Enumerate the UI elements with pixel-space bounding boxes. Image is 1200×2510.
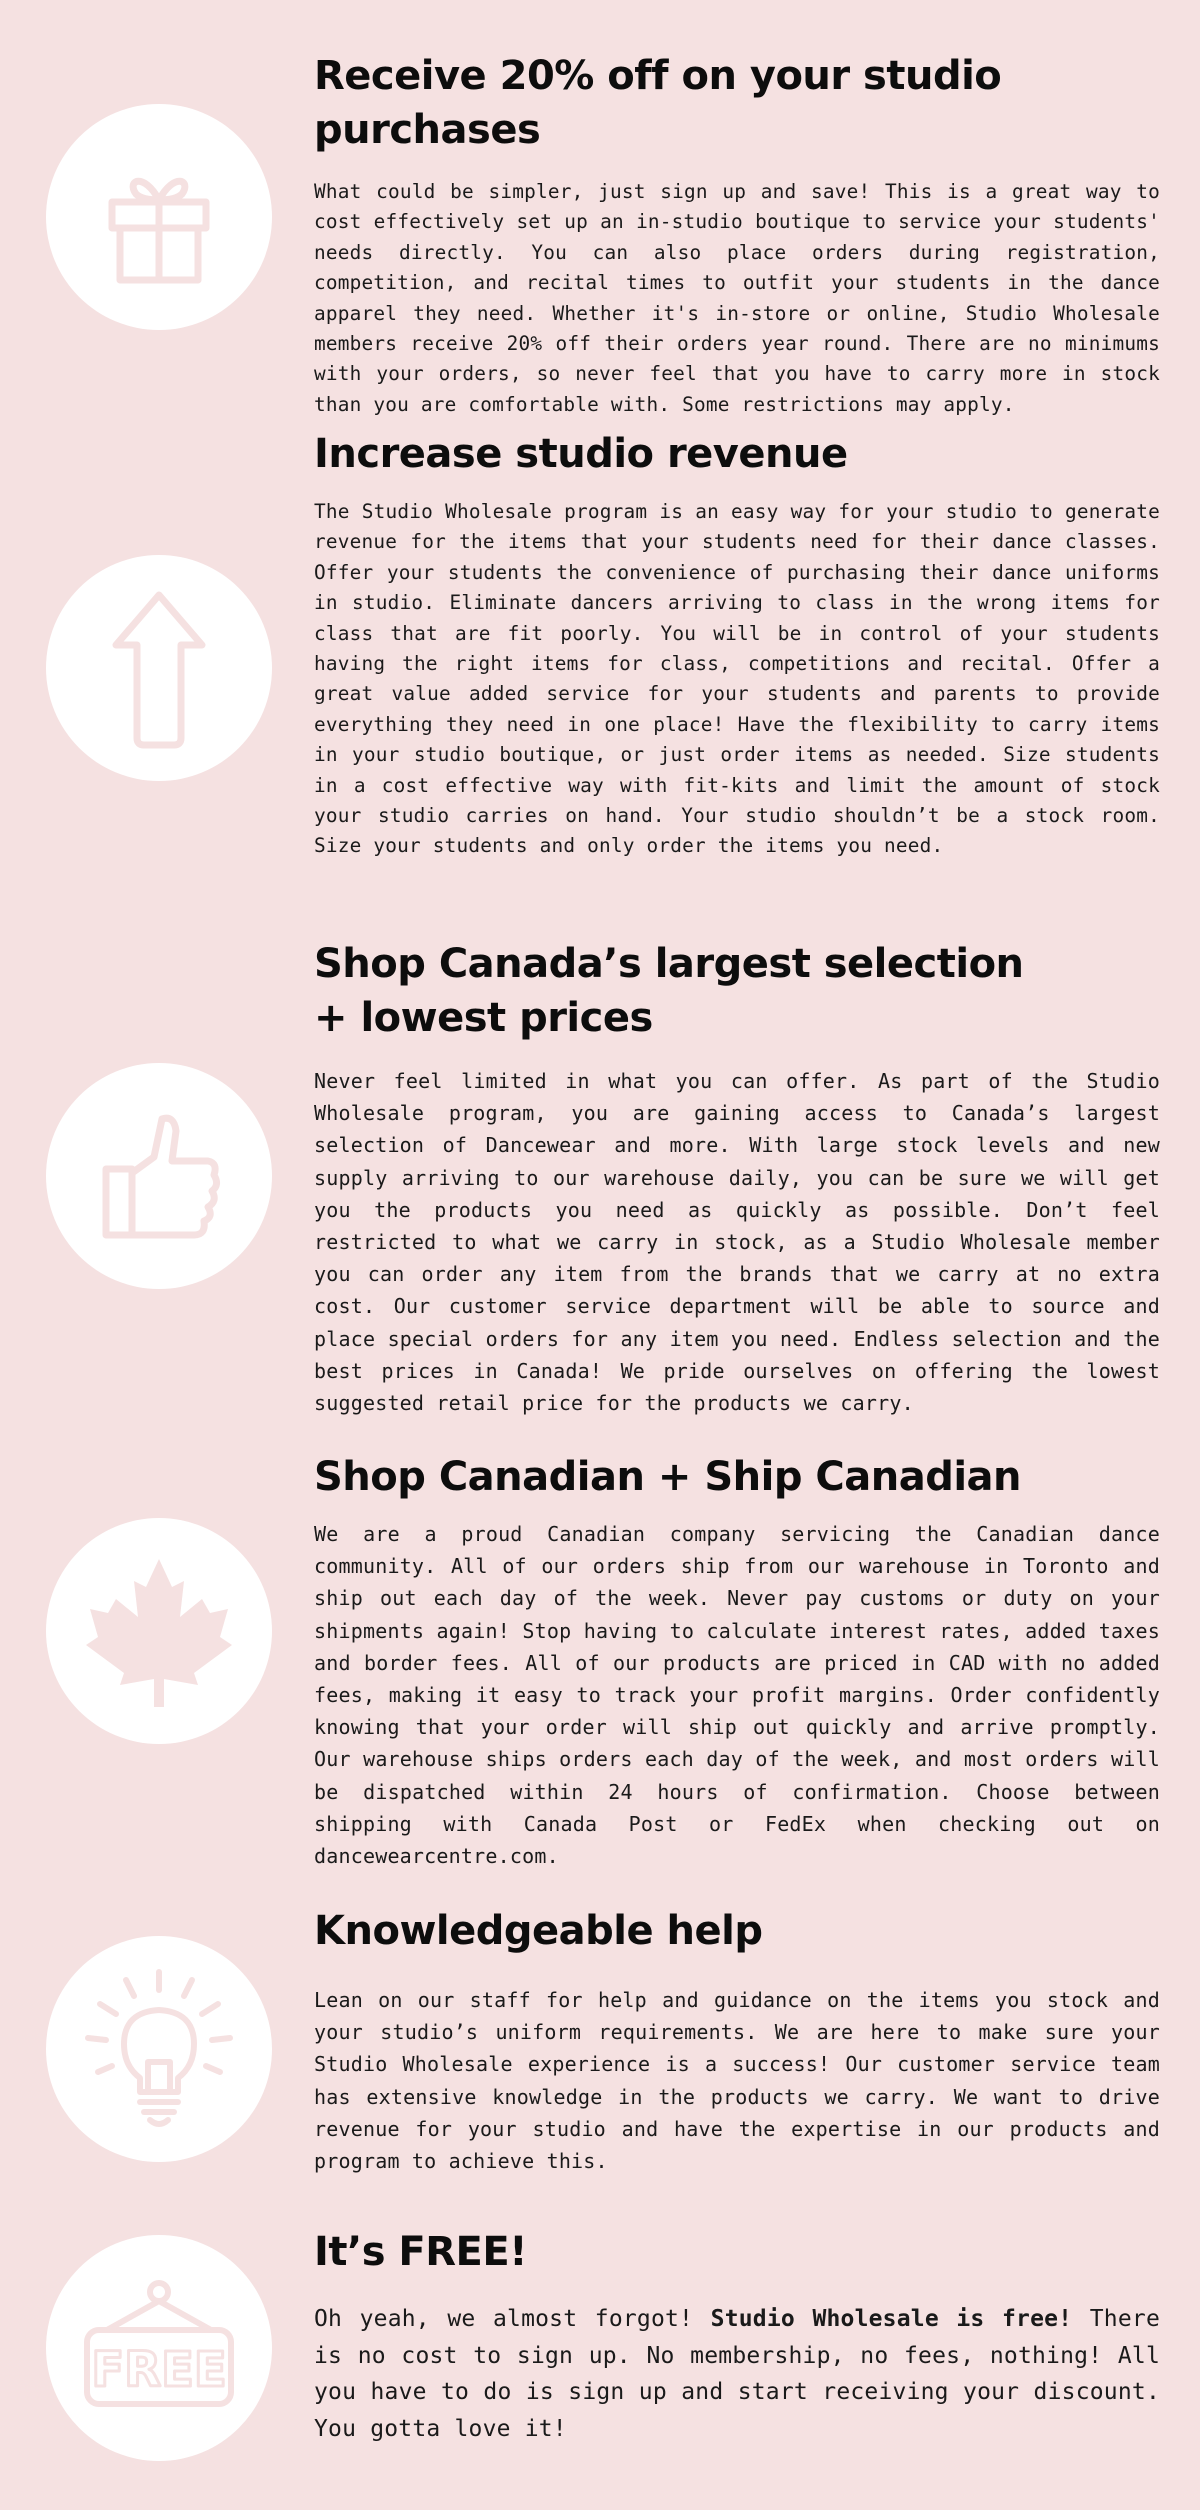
body-text-continued: There is no cost to sign up. No membership, no fees, nothing! All you have to do is sign up and start receiving your discount. You gotta love it! xyxy=(314,2306,1160,2442)
section-body: Lean on our staff for help and guidance on the items you stock and your studio’s uniform requirements. We are here to make sure your Studio Wholesale experience is a success! Our customer service team has extensive knowledge in the products we carry. We want to drive revenue for your studio and have the expertise in our products and program to achieve this. xyxy=(314,1988,1160,2174)
maple-leaf-icon xyxy=(84,1551,234,1711)
section-title: Shop Canadian + Ship Canadian xyxy=(314,1454,1022,1500)
free-sign-icon xyxy=(79,2278,239,2418)
section-selection-content xyxy=(314,937,1160,1419)
maple-leaf-icon-circle xyxy=(46,1518,272,1744)
section-title: Receive 20% off on your studio purchases xyxy=(314,53,1002,153)
section-help-content xyxy=(314,1904,1160,2177)
lightbulb-icon-circle xyxy=(46,1936,272,2162)
thumbs-up-icon-circle xyxy=(46,1063,272,1289)
body-emphasis: Studio Wholesale is free! xyxy=(710,2306,1073,2332)
gift-icon-circle xyxy=(46,104,272,330)
section-body: Never feel limited in what you can offer. As part of the Studio Wholesale program, you are gaining access to Canada’s largest selection of Dancewear and more. With large stock levels and new supply arriving to our warehouse daily, you can be sure we will get you the products you need as quickly as possible. Don’t feel restricted to what we carry in stock, as a Studio Wholesale member you can order any item from the brands that we carry at no extra cost. Our customer service department will be able to source and place special orders for any item you need. Endless selection and the best prices in Canada! We pride ourselves on offering the lowest suggested retail price for the products we carry. xyxy=(314,1069,1160,1416)
free-sign-icon-circle xyxy=(46,2235,272,2461)
section-title: Increase studio revenue xyxy=(314,431,848,477)
section-body: The Studio Wholesale program is an easy way for your studio to generate revenue for the items that your students need for their dance classes. Offer your students the convenience of purchasing their dance uniforms in studio. Eliminate dancers arriving to class in the wrong items for class that are fit poorly. You will be in control of your students having the right items for class, competitions and recital. Offer a great value added service for your students and parents to provide everything they need in one place! Have the flexibility to carry items in your studio boutique, or just order items as needed. Size students in a cost effective way with fit-kits and limit the amount of stock your studio carries on hand. Your studio shouldn’t be a stock room. Size your students and only order the items you need. xyxy=(314,500,1160,858)
section-free-content xyxy=(314,2225,1160,2447)
section-body xyxy=(314,2301,1160,2447)
gift-icon xyxy=(84,142,234,292)
arrow-up-icon xyxy=(84,583,234,753)
body-text: Oh yeah, we almost forgot! xyxy=(314,2306,711,2332)
section-canadian-content xyxy=(314,1450,1160,1872)
arrow-up-icon-circle xyxy=(46,555,272,781)
svg-text:FREE: FREE xyxy=(91,2342,227,2398)
section-body: We are a proud Canadian company servicing the Canadian dance community. All of our orders ship from our warehouse in Toronto and ship out each day of the week. Never pay customs or duty on your shipments again! Stop having to calculate interest rates, added taxes and border fees. All of our products are priced in CAD with no added fees, making it easy to track your profit margins. Order confidently knowing that your order will ship out quickly and arrive promptly. Our warehouse ships orders each day of the week, and most orders will be dispatched within 24 hours of confirmation. Choose between shipping with Canada Post or FedEx when checking out on dancewearcentre.com. xyxy=(314,1522,1160,1869)
section-revenue-content xyxy=(314,427,1160,862)
lightbulb-icon xyxy=(74,1964,244,2134)
thumbs-up-icon xyxy=(84,1101,234,1251)
section-title: Shop Canada’s largest selection + lowest prices xyxy=(314,941,1024,1041)
section-title: It’s FREE! xyxy=(314,2229,527,2275)
section-title: Knowledgeable help xyxy=(314,1908,763,1954)
section-discount-content xyxy=(314,49,1160,420)
section-body: What could be simpler, just sign up and save! This is a great way to cost effectively set up an in-studio boutique to service your students' needs directly. You can also place orders during registration, competition, and recital times to outfit your students in the dance apparel they need. Whether it's in-store or online, Studio Wholesale members receive 20% off their orders year round. There are no minimums with your orders, so never feel that you have to carry more in stock than you are comfortable with. Some restrictions may apply. xyxy=(314,180,1160,416)
